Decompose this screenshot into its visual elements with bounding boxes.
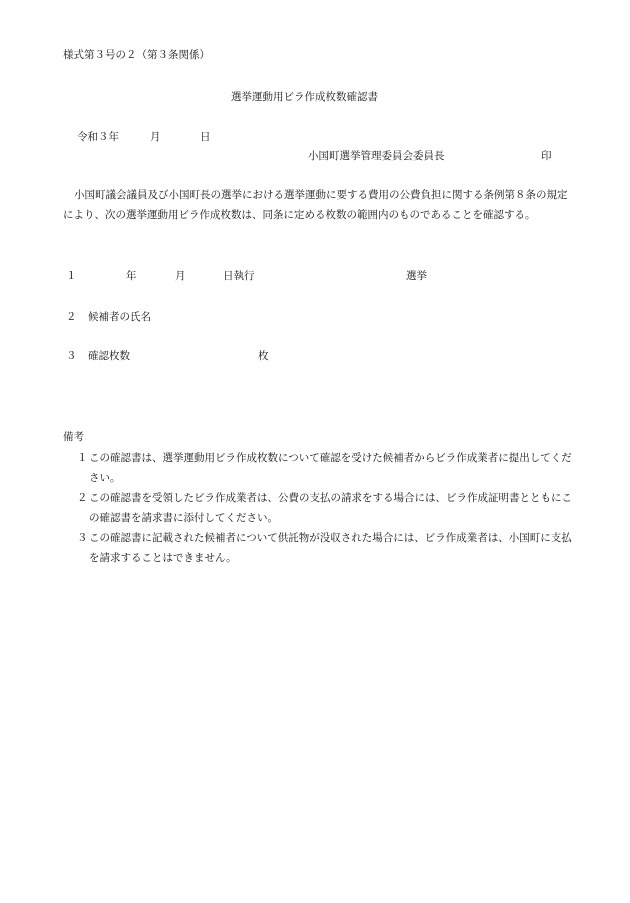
issuer-name: 小国町選挙管理委員会委員長 — [308, 150, 445, 162]
item-3-unit: 枚 — [258, 350, 269, 362]
form-id: 様式第３号の２（第３条関係） — [63, 49, 210, 61]
seal-mark: 印 — [541, 150, 552, 162]
note-item — [77, 488, 572, 528]
document-title: 選挙運動用ビラ作成枚数確認書 — [231, 91, 378, 103]
note-number: ２ — [77, 492, 88, 504]
item-1-election: 選挙 — [406, 270, 427, 282]
note-item — [77, 448, 572, 488]
note-number: １ — [77, 452, 88, 464]
item-3-label: 確認枚数 — [88, 350, 130, 362]
date-era-year: 令和３年 — [77, 131, 119, 143]
note-text: この確認書に記載された候補者について供託物が没収された場合には、ビラ作成業者は、小国町に支払を請求することはできません。 — [89, 532, 572, 564]
notes-heading: 備考 — [63, 431, 84, 443]
item-1-year: 年 — [126, 270, 137, 282]
item-2-number: ２ — [66, 311, 77, 323]
note-number: ３ — [77, 532, 88, 544]
body-paragraph: 小国町議会議員及び小国町長の選挙における選挙運動に要する費用の公費負担に関する条例第８条の規定により、次の選挙運動用ビラ作成枚数は、同条に定める枚数の範囲内のものであることを確認する。 — [63, 189, 568, 221]
date-day: 日 — [200, 131, 211, 143]
note-text: この確認書を受領したビラ作成業者は、公費の支払の請求をする場合には、ビラ作成証明書とともにこの確認書を請求書に添付してください。 — [89, 492, 572, 524]
item-1-number: １ — [66, 270, 77, 282]
item-1-day: 日執行 — [223, 270, 255, 282]
date-month: 月 — [150, 131, 161, 143]
note-item — [77, 528, 572, 568]
item-2-label: 候補者の氏名 — [88, 311, 151, 323]
item-3-number: ３ — [66, 350, 77, 362]
item-1-month: 月 — [175, 270, 186, 282]
note-text: この確認書は、選挙運動用ビラ作成枚数について確認を受けた候補者からビラ作成業者に提出してください。 — [89, 452, 572, 484]
